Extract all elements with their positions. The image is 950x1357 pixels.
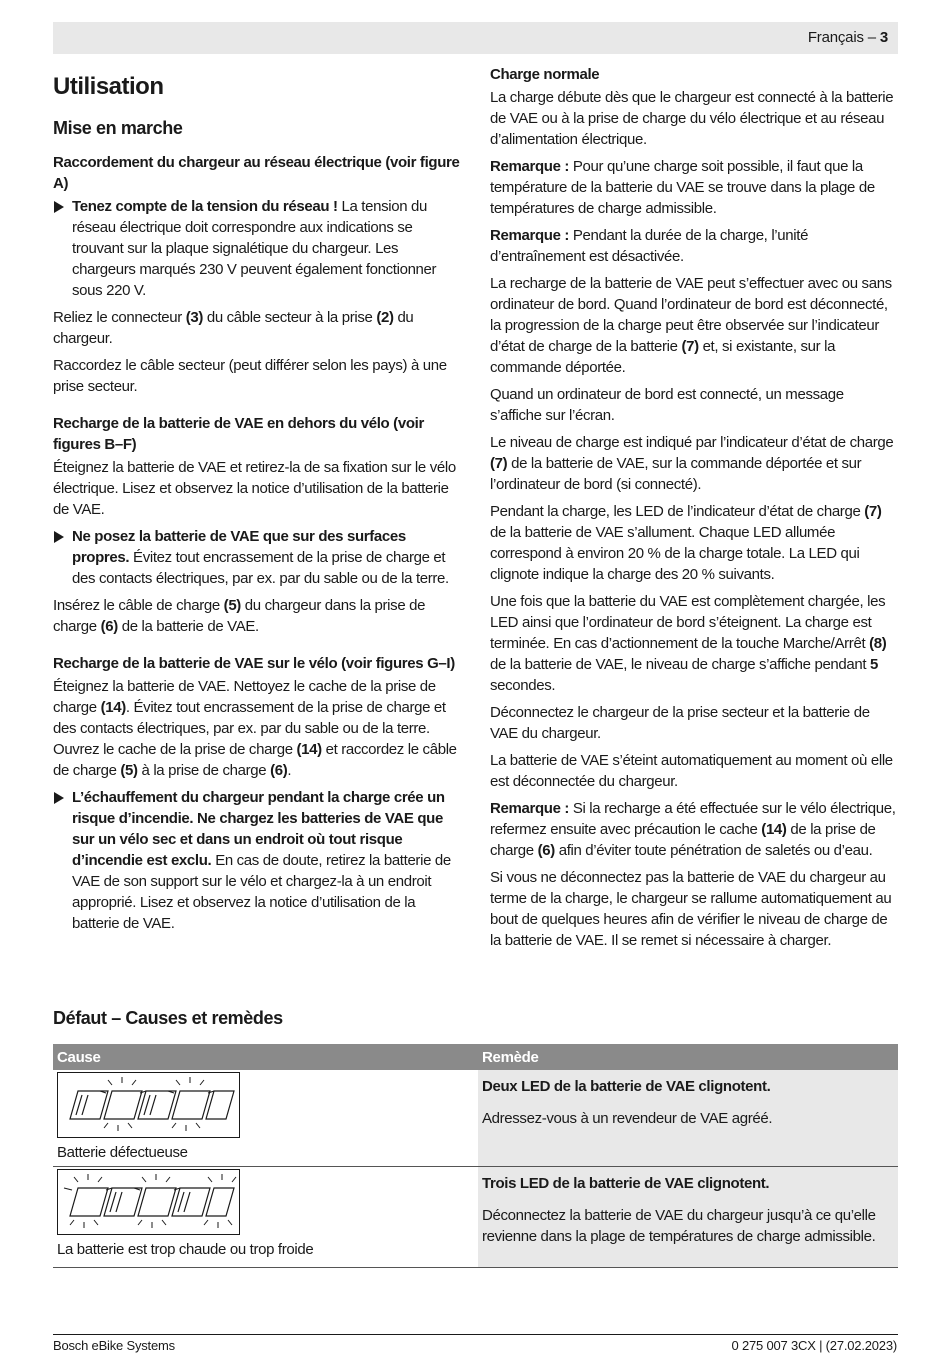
fault-table <box>53 1044 898 1268</box>
battery-led-icon <box>58 1170 238 1233</box>
paragraph: Déconnectez le chargeur de la prise secteur et la batterie de VAE du chargeur. <box>490 704 870 742</box>
symptom-text: Deux LED de la batterie de VAE clignotent. <box>482 1078 771 1095</box>
heading-charge-off-bike: Recharge de la batterie de VAE en dehors du vélo (voir figures B–F) <box>53 415 424 453</box>
remedy-cell <box>478 1167 898 1268</box>
section-title: Utilisation <box>53 73 164 100</box>
paragraph: Reliez le connecteur (3) du câble secteur à la prise (2) du chargeur. <box>53 309 414 347</box>
remedy-text: Adressez-vous à un revendeur de VAE agréé. <box>482 1110 773 1127</box>
paragraph: Une fois que la batterie du VAE est complètement chargée, les LED ainsi que l’ordinateur de bord s’éteignent. La charge est terminée. En cas d’actionnement de la touche Marche/Arrêt (8) de la batterie de VAE, le niveau de charge s’affiche pendant 5 secondes. <box>490 593 887 694</box>
paragraph: Éteignez la batterie de VAE et retirez-la de sa fixation sur le vélo électrique. Lisez et observez la notice d’utilisation de la batterie de VAE. <box>53 459 456 518</box>
symptom-text: Trois LED de la batterie de VAE clignotent. <box>482 1175 770 1192</box>
warning-triangle-icon <box>54 201 64 213</box>
heading-charge-on-bike: Recharge de la batterie de VAE sur le vélo (voir figures G–I) <box>53 655 455 672</box>
battery-led-figure-three-blinking <box>57 1169 240 1235</box>
note: Remarque : Pour qu’une charge soit possible, il faut que la température de la batterie du VAE se trouve dans la plage de températures de charge admissible. <box>490 158 875 217</box>
cause-text: La batterie est trop chaude ou trop froide <box>57 1241 314 1258</box>
paragraph: Pendant la charge, les LED de l’indicateur d’état de charge (7) de la batterie de VAE s’allument. Chaque LED allumée correspond à environ 20 % de la charge totale. La LED qui clignote indique la charge des 20 % suivants. <box>490 503 882 583</box>
right-column <box>490 64 898 957</box>
cause-text: Batterie défectueuse <box>57 1144 188 1161</box>
subsection-title: Mise en marche <box>53 118 183 138</box>
paragraph: La charge débute dès que le chargeur est connecté à la batterie de VAE ou à la prise de charge du vélo électrique et au réseau d’alimentation électrique. <box>490 89 894 148</box>
heading-normal-charge: Charge normale <box>490 66 600 83</box>
note: Remarque : Si la recharge a été effectuée sur le vélo électrique, refermez ensuite avec précaution le cache (14) de la prise de charge (6) afin d’éviter toute pénétration de saletés ou d’eau. <box>490 800 896 859</box>
warning-mains-voltage: Tenez compte de la tension du réseau ! La tension du réseau électrique doit correspondre aux indications se trouvant sur la plaque signalétique du chargeur. Les chargeurs marqués 230 V peuvent également fonctionner sous 220 V. <box>53 196 463 301</box>
left-column <box>53 64 463 940</box>
table-header-row <box>53 1044 898 1070</box>
heading-mains-connection: Raccordement du chargeur au réseau électrique (voir figure A) <box>53 154 460 192</box>
paragraph: Si vous ne déconnectez pas la batterie de VAE du chargeur au terme de la charge, le chargeur se rallume automatiquement au bout de quelques heures afin de vérifier le niveau de charge de la batterie de VAE. Il se remet si nécessaire à charger. <box>490 869 892 949</box>
table-row <box>53 1070 898 1167</box>
page-header <box>53 22 898 54</box>
paragraph: Insérez le câble de charge (5) du chargeur dans la prise de charge (6) de la batterie de VAE. <box>53 597 426 635</box>
footer-doc-number: 0 275 007 3CX | (27.02.2023) <box>731 1338 897 1353</box>
page-header-label: Français – 3 <box>807 29 888 46</box>
battery-led-icon <box>58 1073 238 1136</box>
paragraph: Le niveau de charge est indiqué par l’indicateur d’état de charge (7) de la batterie de VAE, sur la commande déportée et sur l’ordinateur de bord (si connecté). <box>490 434 894 493</box>
paragraph: Raccordez le câble secteur (peut différer selon les pays) à une prise secteur. <box>53 357 447 395</box>
paragraph: Quand un ordinateur de bord est connecté, un message s’affiche sur l’écran. <box>490 386 844 424</box>
paragraph: La recharge de la batterie de VAE peut s’effectuer avec ou sans ordinateur de bord. Quand l’ordinateur de bord est déconnecté, la progression de la charge peut être observée sur l’indicateur d’état de charge de la batterie (7) et, si existante, sur la commande déportée. <box>490 275 892 376</box>
cause-cell <box>53 1070 478 1167</box>
warning-fire-risk: L’échauffement du chargeur pendant la charge crée un risque d’incendie. Ne chargez les batteries de VAE que sur un vélo sec et dans un endroit où tout risque d’incendie est exclu. En cas de doute, retirez la batterie de VAE de son support sur le vélo et chargez-la à un endroit approprié. Lisez et observez la notice d’utilisation de la batterie de VAE. <box>53 787 463 934</box>
remedy-text: Déconnectez la batterie de VAE du chargeur jusqu’à ce qu’elle revienne dans la plage de températures de charge admissible. <box>482 1207 876 1245</box>
footer-divider <box>53 1334 898 1335</box>
remedy-cell <box>478 1070 898 1167</box>
battery-led-figure-two-blinking <box>57 1072 240 1138</box>
warning-triangle-icon <box>54 792 64 804</box>
note: Remarque : Pendant la durée de la charge, l’unité d’entraînement est désactivée. <box>490 227 809 265</box>
footer-brand: Bosch eBike Systems <box>53 1338 175 1353</box>
fault-section-title: Défaut – Causes et remèdes <box>53 1008 283 1028</box>
paragraph: La batterie de VAE s’éteint automatiquement au moment où elle est déconnectée du chargeur. <box>490 752 893 790</box>
warning-triangle-icon <box>54 531 64 543</box>
paragraph: Éteignez la batterie de VAE. Nettoyez le cache de la prise de charge (14). Évitez tout encrassement de la prise de charge et des contacts électriques, par ex. par du sable ou de la terre. Ouvrez le cache de la prise de charge (14) et raccordez le câble de charge (5) à la prise de charge (6). <box>53 678 457 779</box>
warning-clean-surface: Ne posez la batterie de VAE que sur des surfaces propres. Évitez tout encrassement de la prise de charge et des contacts électriques, par ex. par du sable ou de la terre. <box>53 526 463 589</box>
table-row <box>53 1167 898 1268</box>
cause-cell <box>53 1167 478 1268</box>
column-header-remedy: Remède <box>478 1044 898 1070</box>
column-header-cause: Cause <box>53 1044 478 1070</box>
